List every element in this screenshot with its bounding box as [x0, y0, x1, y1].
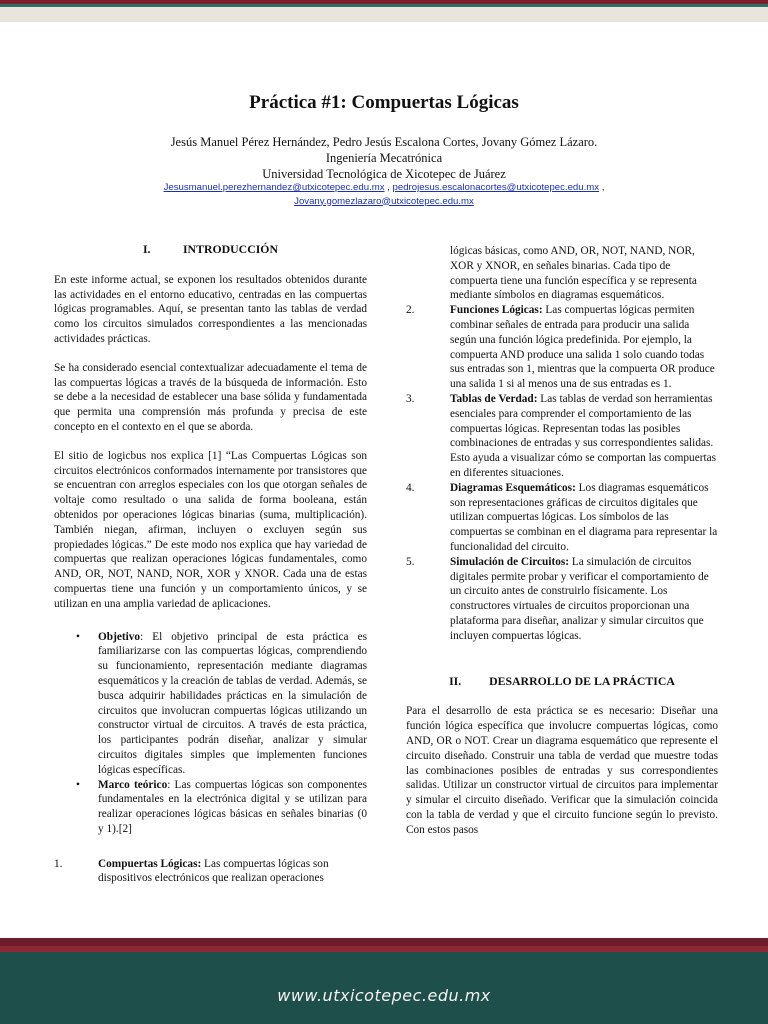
list-item-compuertas-logicas: [54, 857, 367, 887]
bullet-text: : Las compuertas lógicas son componentes fundamentales en la electrónica digital y se utilizan para realizar operaciones lógicas básicas en señales binarias (0 y 1).[2]: [98, 778, 367, 835]
section-title: INTRODUCCIÓN: [182, 242, 279, 256]
list-item-number: 4.: [406, 481, 415, 494]
email-link-1[interactable]: Jesusmanuel.perezhernandez@utxicotepec.edu.mx: [163, 182, 385, 193]
email-separator-1: ,: [384, 182, 393, 193]
list-item-text: Las tablas de verdad son herramientas esenciales para comprender el comportamiento de las compuertas lógicas. Representan todas las posibles combinaciones de entradas y sus correspondientes salidas. Esto ayuda a visualizar cómo se comportan las compuertas en diferentes situaciones.: [450, 392, 717, 479]
email-separator-2: ,: [599, 182, 605, 193]
bullet-dot-icon: •: [76, 630, 80, 643]
bullet-label: Marco teórico: [98, 778, 168, 791]
list-item-label: Simulación de Circuitos:: [450, 555, 570, 568]
page-title: Práctica #1: Compuertas Lógicas: [249, 92, 519, 113]
top-decorative-bar: [0, 0, 768, 22]
list-item-text: Las compuertas lógicas permiten combinar señales de entrada para producir una salida según una función lógica predefinida. Por ejemplo, la compuerta AND produce una salida 1 solo cuando todas sus entradas son 1, mientras que la compuerta OR produce una salida 1 si al menos una de sus entradas es 1.: [450, 304, 715, 391]
section-title: DESARROLLO DE LA PRÁCTICA: [489, 673, 675, 688]
list-item-number: 2.: [406, 304, 415, 317]
list-item-label: Funciones Lógicas:: [450, 304, 543, 317]
section-heading-introduccion: [54, 242, 367, 257]
desarrollo-paragraph: Para el desarrollo de esta práctica se es necesario: Diseñar una función lógica específica que involucre compuertas lógicas, como AND, OR o NOT. Crear un diagrama esquemático que represente el circuito diseñado. Construir una tabla de verdad que muestre todas las combinaciones posibles de entradas y sus correspondientes salidas. Utilizar un constructor virtual de circuitos para implementar y simular el circuito diseñado. Verificar que la simulación coincida con la tabla de verdad y que el circuito funcione según lo previsto. Con estos pasos: [406, 705, 718, 836]
list-item-text: Las compuertas lógicas son dispositivos electrónicos que realizan operaciones: [98, 857, 329, 885]
footer-url[interactable]: www.utxicotepec.edu.mx: [277, 986, 491, 1005]
bullet-marco-teorico: [76, 778, 367, 837]
list-item-simulacion-de-circuitos: [406, 555, 718, 644]
list-item-number: 1.: [54, 857, 63, 870]
top-teal-stripe: [0, 4, 768, 7]
right-column: [406, 244, 718, 851]
intro-paragraph-1: En este informe actual, se exponen los resultados obtenidos durante las actividades en el entorno educativo, centradas en las compuertas lógicas programables. Aquí, se presentan tanto las tablas de verdad como los circuitos simulados correspondientes a las mencionadas actividades prácticas.: [54, 273, 367, 345]
section-number: I.: [142, 242, 151, 256]
intro-paragraph-2: Se ha considerado esencial contextualizar adecuadamente el tema de las compuertas lógicas a través de la búsqueda de información. Esto se debe a la necesidad de establecer una base sólida y fundamentada que permita una comprensión más profunda y precisa de este concepto en el contexto en el que se aborda.: [54, 361, 367, 433]
left-column: [54, 238, 367, 886]
footer-maroon-stripe: [0, 938, 768, 946]
university-line: Universidad Tecnológica de Xicotepec de Juárez: [262, 167, 506, 181]
list-item-1-continuation: lógicas básicas, como AND, OR, NOT, NAND, NOR, XOR y XNOR, en señales binarias. Cada tipo de compuerta tiene una función específica y se representa mediante símbolos en diagramas esquemáticos.: [450, 245, 697, 302]
list-item-label: Diagramas Esquemáticos:: [450, 481, 576, 494]
bullet-objetivo: [76, 630, 367, 778]
list-item-text: Los diagramas esquemáticos son representaciones gráficas de circuitos digitales que utilizan compuertas lógicas. Los símbolos de las compuertas se combinan en el diagrama para representar la funcionalidad del circuito.: [450, 481, 718, 553]
list-item-tablas-de-verdad: [406, 392, 718, 481]
program-line: Ingeniería Mecatrónica: [325, 151, 443, 165]
list-item-text: La simulación de circuitos digitales permite probar y verificar el comportamiento de un circuito antes de construirlo físicamente. Los constructores virtuales de circuitos proporcionan una plataforma para diseñar, analizar y simular circuitos que incluyen compuertas lógicas.: [450, 555, 709, 642]
email-link-3[interactable]: Jovany.gomezlazaro@utxicotepec.edu.mx: [294, 195, 474, 207]
bullet-dot-icon: •: [76, 778, 80, 791]
email-link-2[interactable]: pedrojesus.escalonacortes@utxicotepec.edu.mx: [392, 182, 600, 193]
numbered-list-start: [54, 857, 367, 887]
emails-block: [0, 181, 768, 208]
bullet-label: Objetivo: [98, 630, 141, 643]
bullet-text: : El objetivo principal de esta práctica es familiarizarse con las compuertas lógicas, comprendiendo su funcionamiento, representación mediante diagramas esquemáticos y la creación de tablas de verdad. Además, se busca adquirir habilidades prácticas en la simulación de circuitos que involucran compuertas lógicas utilizando un constructor virtual de circuitos. A través de esta práctica, los participantes podrán diseñar, analizar y simular circuitos digitales simples que implementen funciones lógicas específicas.: [98, 630, 367, 776]
author-block: [0, 134, 768, 182]
list-item-label: Tablas de Verdad:: [450, 392, 538, 405]
list-item-number: 5.: [406, 555, 415, 568]
list-item-label: Compuertas Lógicas:: [98, 857, 202, 870]
list-item-diagramas-esquematicos: [406, 481, 718, 555]
numbered-list-continued: [406, 303, 718, 643]
section-number: II.: [449, 673, 462, 688]
intro-paragraph-3: El sitio de logicbus nos explica [1] “Las Compuertas Lógicas son circuitos electrónicos conformados internamente por transistores que se encuentran con arreglos especiales con los que otorgan señales de voltaje como resultado o una salida de forma booleana, están obtenidos por operaciones lógicas binarias (suma, multiplicación). También niegan, afirman, incluyen o excluyen según sus propiedades lógicas.” De este modo nos explica que hay variedad de compuertas que realizan operaciones lógicas fundamentales, como AND, OR, NOT, NAND, NOR, XOR y XNOR. Cada una de estas compuertas tiene una función y un comportamiento únicos, y se utilizan en una amplia variedad de aplicaciones.: [54, 449, 367, 610]
footer-banner: [0, 938, 768, 1024]
list-item-number: 3.: [406, 392, 415, 405]
bullet-list: [54, 630, 367, 837]
authors-line: Jesús Manuel Pérez Hernández, Pedro Jesús Escalona Cortes, Jovany Gómez Lázaro.: [170, 135, 598, 149]
list-item-funciones-logicas: [406, 303, 718, 392]
section-heading-desarrollo: [406, 674, 718, 689]
